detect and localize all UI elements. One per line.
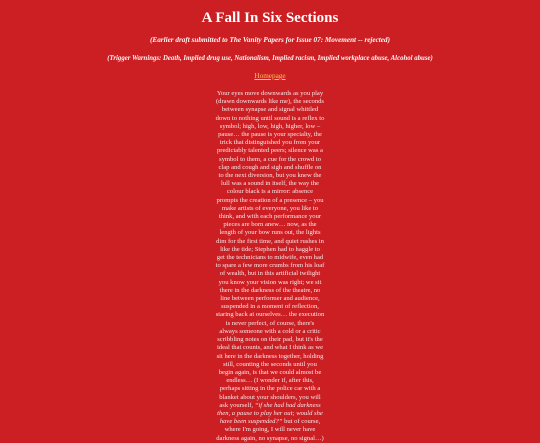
page-title: A Fall In Six Sections — [201, 10, 339, 26]
story-line: think, and with each performance your — [218, 213, 322, 221]
story-line: of wealth, but in this artificial twilight — [219, 270, 321, 278]
story-line-quote: “if she had had darkness — [254, 401, 321, 409]
story-line: is never perfect, of course, there's — [225, 319, 315, 327]
story-line: pause… the pause is your specialty, the — [218, 131, 322, 139]
story-line: colour black is a mirror: absence — [226, 188, 314, 196]
story-line-plain: ask yourself, — [219, 401, 255, 409]
story-line: staring back at ourselves… the execution — [215, 311, 325, 319]
story-line: symbol; high, low, high, higher, low – — [219, 122, 321, 130]
story-line: length of your bow runs out, the lights — [219, 229, 321, 237]
homepage-link[interactable]: Homepage — [254, 72, 286, 80]
story-line: ideal that counts, and what I think as we — [216, 344, 324, 352]
story-line: lull was a sound in itself, the way the — [221, 180, 319, 188]
story-line: sit here in the darkness together, holding — [216, 352, 324, 360]
story-line-quote: have been suspended?” — [219, 418, 283, 426]
story-line: prompts the creation of a presence – you — [216, 196, 324, 204]
story-line: endless… (I wonder if, after this, — [226, 377, 314, 385]
story-line: make artists of everyone, you like to — [221, 204, 319, 212]
story-line: you know your vision was right; we sit — [218, 278, 322, 286]
story-line: darkness again, no synapse, no signal…) — [216, 434, 324, 442]
story-line: Your eyes move downwards as you play — [216, 90, 324, 97]
story-line: pieces are born anew… now, as the — [223, 221, 317, 229]
story-line: predictably talented peers; silence was a — [216, 147, 323, 155]
story-line: still, counting the seconds until you — [223, 360, 317, 368]
story-line — [203, 418, 337, 426]
story-line: clap and cough and sigh and shuffle on — [218, 163, 322, 171]
story-line-plain: but of course, — [282, 418, 321, 426]
story-line: between synapse and signal whittled — [221, 106, 319, 114]
story-line — [203, 402, 337, 410]
story-line: line between performer and audience, — [220, 295, 320, 303]
story-line: dim for the first time, and quiet rushes in — [216, 237, 324, 245]
story-line: scribbling notes on their pad, but it's the — [217, 336, 323, 344]
story-line: begin again, is that we could almost be — [218, 368, 322, 376]
story-line: get the technicians to midwife, even had — [216, 254, 324, 262]
submission-note: (Earlier draft submitted to The Vanity Papers for Issue 07: Movement -- rejected) — [150, 36, 390, 44]
story-line: down to nothing until sound is a reflex to — [215, 114, 325, 122]
story-text — [203, 90, 337, 443]
story-line: trick that distinguished you from your — [219, 139, 321, 147]
story-line: to spare a few more crumbs from his loaf — [215, 262, 325, 270]
story-line: always someone with a cold or a critic — [219, 327, 321, 335]
story-line: suspended in a moment of reflection, — [221, 303, 319, 311]
story-line: symbol to them, a cue for the crowd to — [219, 155, 321, 163]
story-line: then, a pause to play her out; would she — [217, 409, 323, 417]
story-line: perhaps sitting in the police car with a — [219, 385, 321, 393]
trigger-warnings: (Trigger Warnings: Death, Implied drug use, Nationalism, Implied racism, Implied workplace abuse, Alcohol abuse) — [107, 55, 433, 62]
story-line: (drawn downwards like me), the seconds — [215, 98, 325, 106]
story-line: like the tide; Stephen had to haggle to — [220, 245, 320, 253]
story-line: blanket about your shoulders, you will — [219, 393, 321, 401]
story-line: to the next diversion, but you knew the — [218, 172, 322, 180]
story-line: where I'm going, I will never have — [224, 426, 316, 434]
story-line: there in the darkness of the theatre, no — [219, 286, 321, 294]
